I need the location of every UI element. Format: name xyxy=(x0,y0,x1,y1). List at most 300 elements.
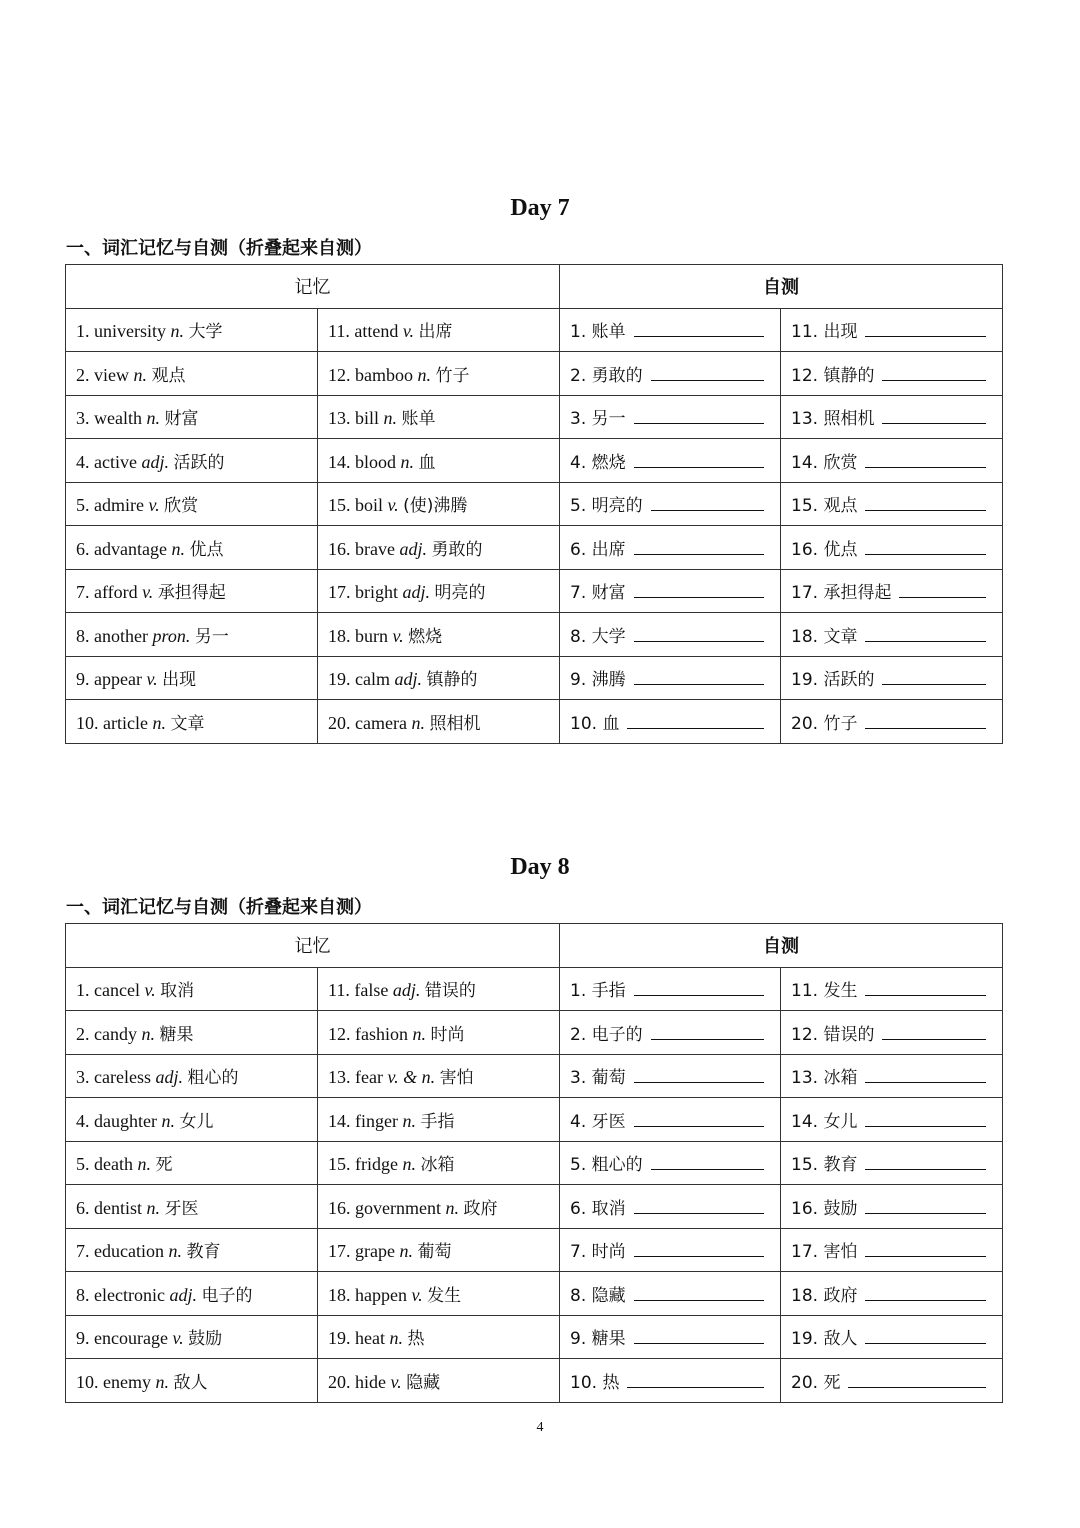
part-of-speech: n. xyxy=(383,408,398,429)
selftest-prompt: 19. 活跃的 xyxy=(791,670,875,691)
day7-section-heading: 一、词汇记忆与自测（折叠起来自测） xyxy=(66,238,372,259)
table-row xyxy=(66,1054,1003,1098)
selftest-prompt: 17. 承担得起 xyxy=(791,583,892,604)
table-header-row xyxy=(66,265,1003,309)
chinese-meaning: 糖果 xyxy=(159,1024,194,1045)
selftest-cell xyxy=(781,1359,1003,1403)
part-of-speech: adj. xyxy=(402,582,431,603)
selftest-prompt: 12. 错误的 xyxy=(791,1024,875,1045)
vocab-word: 12. bamboo xyxy=(328,364,413,385)
vocab-word: 11. false xyxy=(328,980,389,1001)
vocab-word: 14. finger xyxy=(328,1110,398,1131)
selftest-cell xyxy=(560,526,781,570)
chinese-meaning: 镇静的 xyxy=(426,670,478,691)
part-of-speech: v. & n. xyxy=(387,1067,436,1088)
selftest-cell xyxy=(560,569,781,613)
table-row xyxy=(66,700,1003,744)
memory-cell xyxy=(318,1011,560,1055)
selftest-prompt: 15. 教育 xyxy=(791,1155,858,1176)
memory-cell xyxy=(318,656,560,700)
selftest-prompt: 6. 出席 xyxy=(570,539,626,560)
vocab-word: 3. careless xyxy=(76,1067,151,1088)
memory-cell xyxy=(66,482,318,526)
selftest-cell xyxy=(781,1185,1003,1229)
part-of-speech: v. xyxy=(411,1284,423,1305)
answer-blank[interactable] xyxy=(865,538,986,555)
selftest-cell xyxy=(781,352,1003,396)
selftest-prompt: 16. 优点 xyxy=(791,539,858,560)
memory-cell xyxy=(66,395,318,439)
vocab-word: 19. calm xyxy=(328,669,390,690)
vocab-word: 4. daughter xyxy=(76,1110,157,1131)
answer-blank[interactable] xyxy=(848,1371,986,1388)
selftest-cell xyxy=(560,439,781,483)
answer-blank[interactable] xyxy=(865,451,986,468)
memory-cell xyxy=(318,395,560,439)
vocab-word: 1. cancel xyxy=(76,980,140,1001)
answer-blank[interactable] xyxy=(627,1371,764,1388)
selftest-cell xyxy=(560,1315,781,1359)
memory-cell xyxy=(318,569,560,613)
part-of-speech: v. xyxy=(148,495,160,516)
chinese-meaning: 时尚 xyxy=(430,1024,465,1045)
selftest-cell xyxy=(781,526,1003,570)
memory-cell xyxy=(66,700,318,744)
answer-blank[interactable] xyxy=(651,1023,764,1040)
chinese-meaning: 错误的 xyxy=(424,981,476,1002)
chinese-meaning: 死 xyxy=(155,1155,173,1176)
chinese-meaning: 政府 xyxy=(463,1198,498,1219)
selftest-cell xyxy=(781,656,1003,700)
answer-blank[interactable] xyxy=(865,1240,986,1257)
chinese-meaning: 出席 xyxy=(418,322,453,343)
selftest-cell xyxy=(781,1228,1003,1272)
selftest-cell xyxy=(781,439,1003,483)
vocab-word: 2. view xyxy=(76,364,129,385)
table-row xyxy=(66,569,1003,613)
vocab-word: 3. wealth xyxy=(76,408,142,429)
selftest-prompt: 3. 葡萄 xyxy=(570,1068,626,1089)
answer-blank[interactable] xyxy=(634,320,764,337)
vocab-word: 19. heat xyxy=(328,1328,385,1349)
selftest-cell xyxy=(781,1141,1003,1185)
selftest-prompt: 8. 隐藏 xyxy=(570,1285,626,1306)
selftest-prompt: 5. 粗心的 xyxy=(570,1155,643,1176)
chinese-meaning: 血 xyxy=(418,452,436,473)
selftest-prompt: 8. 大学 xyxy=(570,626,626,647)
answer-blank[interactable] xyxy=(634,1240,764,1257)
selftest-prompt: 2. 电子的 xyxy=(570,1024,643,1045)
answer-blank[interactable] xyxy=(634,1327,764,1344)
selftest-prompt: 1. 账单 xyxy=(570,322,626,343)
chinese-meaning: 勇敢的 xyxy=(431,539,483,560)
table-row xyxy=(66,1011,1003,1055)
selftest-prompt: 19. 敌人 xyxy=(791,1329,858,1350)
chinese-meaning: 牙医 xyxy=(164,1198,199,1219)
part-of-speech: v. xyxy=(387,495,399,516)
answer-blank[interactable] xyxy=(651,1153,764,1170)
selftest-cell xyxy=(781,395,1003,439)
answer-blank[interactable] xyxy=(634,1284,764,1301)
chinese-meaning: 承担得起 xyxy=(157,583,226,604)
answer-blank[interactable] xyxy=(634,538,764,555)
answer-blank[interactable] xyxy=(634,1066,764,1083)
answer-blank[interactable] xyxy=(865,1066,986,1083)
part-of-speech: n. xyxy=(400,451,415,472)
selftest-prompt: 10. 热 xyxy=(570,1372,620,1393)
answer-blank[interactable] xyxy=(865,1197,986,1214)
chinese-meaning: 取消 xyxy=(160,981,195,1002)
day7-title: Day 7 xyxy=(510,195,570,221)
part-of-speech: n. xyxy=(137,1154,151,1175)
selftest-prompt: 20. 死 xyxy=(791,1372,841,1393)
selftest-prompt: 16. 鼓励 xyxy=(791,1198,858,1219)
selftest-prompt: 10. 血 xyxy=(570,713,620,734)
vocab-word: 13. bill xyxy=(328,408,380,429)
part-of-speech: adj. xyxy=(155,1067,183,1088)
chinese-meaning: 葡萄 xyxy=(417,1242,452,1263)
answer-blank[interactable] xyxy=(634,1197,764,1214)
part-of-speech: n. xyxy=(412,1023,426,1044)
chinese-meaning: 活跃的 xyxy=(173,452,225,473)
selftest-header: 自测 xyxy=(560,924,1003,968)
vocab-word: 1. university xyxy=(76,321,166,342)
selftest-cell xyxy=(781,1272,1003,1316)
vocab-word: 17. bright xyxy=(328,582,398,603)
vocab-word: 5. admire xyxy=(76,495,144,516)
selftest-cell xyxy=(560,1228,781,1272)
table-row xyxy=(66,439,1003,483)
selftest-cell xyxy=(560,1359,781,1403)
day7-vocab-table xyxy=(65,264,1003,744)
vocab-word: 11. attend xyxy=(328,321,399,342)
part-of-speech: n. xyxy=(146,1197,160,1218)
memory-cell xyxy=(66,1054,318,1098)
chinese-meaning: (使)沸腾 xyxy=(403,496,468,517)
part-of-speech: pron. xyxy=(152,625,191,646)
vocab-word: 5. death xyxy=(76,1154,133,1175)
table-row xyxy=(66,395,1003,439)
answer-blank[interactable] xyxy=(865,494,986,511)
selftest-prompt: 9. 糖果 xyxy=(570,1329,626,1350)
table-row xyxy=(66,1228,1003,1272)
table-row xyxy=(66,613,1003,657)
selftest-cell xyxy=(560,308,781,352)
answer-blank[interactable] xyxy=(634,407,764,424)
table-row xyxy=(66,967,1003,1011)
vocab-word: 7. education xyxy=(76,1241,164,1262)
part-of-speech: adj. xyxy=(399,538,427,559)
answer-blank[interactable] xyxy=(865,1110,986,1127)
memory-cell xyxy=(318,1272,560,1316)
selftest-prompt: 14. 欣赏 xyxy=(791,452,858,473)
vocab-word: 20. camera xyxy=(328,712,407,733)
part-of-speech: n. xyxy=(399,1241,413,1262)
memory-cell xyxy=(318,308,560,352)
vocab-word: 6. advantage xyxy=(76,538,167,559)
memory-cell xyxy=(318,613,560,657)
answer-blank[interactable] xyxy=(651,494,764,511)
answer-blank[interactable] xyxy=(865,1284,986,1301)
selftest-cell xyxy=(560,1054,781,1098)
answer-blank[interactable] xyxy=(865,1327,986,1344)
part-of-speech: adj. xyxy=(141,451,169,472)
selftest-prompt: 7. 时尚 xyxy=(570,1242,626,1263)
table-row xyxy=(66,482,1003,526)
chinese-meaning: 害怕 xyxy=(439,1068,474,1089)
answer-blank[interactable] xyxy=(899,581,986,598)
memory-cell xyxy=(318,1141,560,1185)
chinese-meaning: 敌人 xyxy=(173,1372,208,1393)
chinese-meaning: 欣赏 xyxy=(164,496,199,517)
page-number: 4 xyxy=(536,1420,544,1435)
selftest-cell xyxy=(560,395,781,439)
selftest-cell xyxy=(781,1011,1003,1055)
table-row xyxy=(66,1098,1003,1142)
selftest-prompt: 11. 出现 xyxy=(791,322,858,343)
part-of-speech: n. xyxy=(389,1328,403,1349)
part-of-speech: n. xyxy=(411,712,425,733)
table-row xyxy=(66,656,1003,700)
selftest-cell xyxy=(781,700,1003,744)
chinese-meaning: 电子的 xyxy=(201,1285,253,1306)
selftest-cell xyxy=(560,1011,781,1055)
vocab-word: 9. appear xyxy=(76,669,142,690)
part-of-speech: v. xyxy=(390,1371,402,1392)
memory-cell xyxy=(66,439,318,483)
vocab-word: 18. happen xyxy=(328,1284,407,1305)
table-row xyxy=(66,1141,1003,1185)
selftest-prompt: 18. 文章 xyxy=(791,626,858,647)
memory-cell xyxy=(318,439,560,483)
selftest-cell xyxy=(560,700,781,744)
chinese-meaning: 热 xyxy=(407,1329,425,1350)
selftest-cell xyxy=(781,569,1003,613)
part-of-speech: n. xyxy=(417,364,431,385)
day8-title: Day 8 xyxy=(510,854,570,880)
answer-blank[interactable] xyxy=(634,1110,764,1127)
selftest-prompt: 14. 女儿 xyxy=(791,1111,858,1132)
chinese-meaning: 燃烧 xyxy=(408,626,443,647)
table-row xyxy=(66,526,1003,570)
selftest-header: 自测 xyxy=(560,265,1003,309)
memory-cell xyxy=(66,1272,318,1316)
memory-cell xyxy=(66,308,318,352)
memory-cell xyxy=(66,1228,318,1272)
memory-cell xyxy=(318,1315,560,1359)
part-of-speech: v. xyxy=(144,980,156,1001)
answer-blank[interactable] xyxy=(634,451,764,468)
selftest-prompt: 20. 竹子 xyxy=(791,713,858,734)
selftest-cell xyxy=(781,1098,1003,1142)
chinese-meaning: 账单 xyxy=(401,409,436,430)
part-of-speech: n. xyxy=(146,408,160,429)
memory-cell xyxy=(66,569,318,613)
table-row xyxy=(66,1359,1003,1403)
selftest-cell xyxy=(560,1141,781,1185)
chinese-meaning: 另一 xyxy=(194,626,229,647)
answer-blank[interactable] xyxy=(882,407,986,424)
vocab-word: 18. burn xyxy=(328,625,388,646)
chinese-meaning: 冰箱 xyxy=(420,1155,455,1176)
selftest-prompt: 17. 害怕 xyxy=(791,1242,858,1263)
chinese-meaning: 发生 xyxy=(427,1285,462,1306)
vocab-word: 16. government xyxy=(328,1197,441,1218)
memory-cell xyxy=(66,1011,318,1055)
memory-cell xyxy=(318,1054,560,1098)
part-of-speech: n. xyxy=(170,321,184,342)
selftest-prompt: 4. 燃烧 xyxy=(570,452,626,473)
chinese-meaning: 出现 xyxy=(162,670,197,691)
part-of-speech: v. xyxy=(142,582,154,603)
memory-cell xyxy=(318,1098,560,1142)
selftest-prompt: 4. 牙医 xyxy=(570,1111,626,1132)
part-of-speech: adj. xyxy=(394,669,422,690)
answer-blank[interactable] xyxy=(865,1153,986,1170)
vocab-word: 8. another xyxy=(76,625,148,646)
vocab-word: 8. electronic xyxy=(76,1284,165,1305)
answer-blank[interactable] xyxy=(634,979,764,996)
part-of-speech: n. xyxy=(141,1023,155,1044)
vocab-word: 2. candy xyxy=(76,1023,137,1044)
selftest-prompt: 2. 勇敢的 xyxy=(570,365,643,386)
table-row xyxy=(66,1315,1003,1359)
selftest-prompt: 6. 取消 xyxy=(570,1198,626,1219)
selftest-prompt: 7. 财富 xyxy=(570,583,626,604)
memory-cell xyxy=(66,526,318,570)
part-of-speech: v. xyxy=(172,1328,184,1349)
memory-cell xyxy=(66,1098,318,1142)
memory-cell xyxy=(318,482,560,526)
part-of-speech: n. xyxy=(445,1197,459,1218)
vocab-word: 14. blood xyxy=(328,451,397,472)
vocab-word: 16. brave xyxy=(328,538,395,559)
chinese-meaning: 文章 xyxy=(170,713,205,734)
answer-blank[interactable] xyxy=(865,625,986,642)
memory-cell xyxy=(318,1185,560,1229)
memory-cell xyxy=(318,526,560,570)
memory-header: 记忆 xyxy=(66,924,560,968)
answer-blank[interactable] xyxy=(634,668,764,685)
memory-cell xyxy=(66,1141,318,1185)
selftest-prompt: 5. 明亮的 xyxy=(570,496,643,517)
selftest-cell xyxy=(781,1054,1003,1098)
part-of-speech: v. xyxy=(392,625,404,646)
chinese-meaning: 大学 xyxy=(188,322,223,343)
selftest-prompt: 12. 镇静的 xyxy=(791,365,875,386)
part-of-speech: n. xyxy=(171,538,185,559)
selftest-prompt: 9. 沸腾 xyxy=(570,670,626,691)
memory-cell xyxy=(66,656,318,700)
selftest-cell xyxy=(560,482,781,526)
selftest-prompt: 1. 手指 xyxy=(570,981,626,1002)
answer-blank[interactable] xyxy=(651,364,764,381)
vocab-word: 7. afford xyxy=(76,582,138,603)
part-of-speech: adj. xyxy=(169,1284,197,1305)
vocab-word: 9. encourage xyxy=(76,1328,168,1349)
answer-blank[interactable] xyxy=(865,712,986,729)
vocab-word: 20. hide xyxy=(328,1371,386,1392)
selftest-prompt: 3. 另一 xyxy=(570,409,626,430)
answer-blank[interactable] xyxy=(882,668,986,685)
chinese-meaning: 鼓励 xyxy=(188,1329,223,1350)
chinese-meaning: 粗心的 xyxy=(187,1068,239,1089)
memory-cell xyxy=(318,1359,560,1403)
selftest-prompt: 11. 发生 xyxy=(791,981,858,1002)
answer-blank[interactable] xyxy=(882,1023,986,1040)
vocab-word: 15. boil xyxy=(328,495,384,516)
selftest-cell xyxy=(560,352,781,396)
selftest-cell xyxy=(781,967,1003,1011)
part-of-speech: n. xyxy=(152,712,166,733)
memory-cell xyxy=(318,700,560,744)
memory-cell xyxy=(318,1228,560,1272)
selftest-cell xyxy=(560,1098,781,1142)
vocab-word: 10. article xyxy=(76,712,148,733)
vocab-word: 15. fridge xyxy=(328,1154,398,1175)
selftest-cell xyxy=(781,482,1003,526)
answer-blank[interactable] xyxy=(882,364,986,381)
chinese-meaning: 隐藏 xyxy=(406,1372,441,1393)
part-of-speech: v. xyxy=(402,321,414,342)
chinese-meaning: 优点 xyxy=(189,539,224,560)
vocab-word: 10. enemy xyxy=(76,1371,151,1392)
answer-blank[interactable] xyxy=(627,712,764,729)
table-row xyxy=(66,308,1003,352)
chinese-meaning: 明亮的 xyxy=(434,583,486,604)
chinese-meaning: 手指 xyxy=(420,1111,455,1132)
answer-blank[interactable] xyxy=(865,320,986,337)
chinese-meaning: 竹子 xyxy=(435,365,470,386)
table-row xyxy=(66,1272,1003,1316)
selftest-prompt: 15. 观点 xyxy=(791,496,858,517)
vocab-word: 12. fashion xyxy=(328,1023,408,1044)
part-of-speech: n. xyxy=(402,1154,416,1175)
memory-cell xyxy=(66,1185,318,1229)
memory-cell xyxy=(318,352,560,396)
answer-blank[interactable] xyxy=(634,625,764,642)
memory-cell xyxy=(66,967,318,1011)
selftest-cell xyxy=(560,656,781,700)
chinese-meaning: 照相机 xyxy=(429,713,481,734)
selftest-cell xyxy=(560,1185,781,1229)
day8-section-heading: 一、词汇记忆与自测（折叠起来自测） xyxy=(66,897,372,918)
selftest-cell xyxy=(781,613,1003,657)
day8-vocab-table xyxy=(65,923,1003,1403)
chinese-meaning: 财富 xyxy=(164,409,199,430)
table-row xyxy=(66,1185,1003,1229)
memory-cell xyxy=(66,1315,318,1359)
selftest-prompt: 18. 政府 xyxy=(791,1285,858,1306)
selftest-cell xyxy=(560,1272,781,1316)
part-of-speech: v. xyxy=(146,669,158,690)
part-of-speech: adj. xyxy=(392,980,421,1001)
part-of-speech: n. xyxy=(155,1371,169,1392)
part-of-speech: n. xyxy=(161,1110,175,1131)
part-of-speech: n. xyxy=(402,1110,416,1131)
selftest-cell xyxy=(560,613,781,657)
selftest-cell xyxy=(560,967,781,1011)
part-of-speech: n. xyxy=(133,364,147,385)
memory-cell xyxy=(66,613,318,657)
answer-blank[interactable] xyxy=(865,979,986,996)
answer-blank[interactable] xyxy=(634,581,764,598)
vocab-word: 6. dentist xyxy=(76,1197,142,1218)
chinese-meaning: 观点 xyxy=(151,365,186,386)
memory-cell xyxy=(318,967,560,1011)
vocab-word: 17. grape xyxy=(328,1241,395,1262)
table-row xyxy=(66,352,1003,396)
